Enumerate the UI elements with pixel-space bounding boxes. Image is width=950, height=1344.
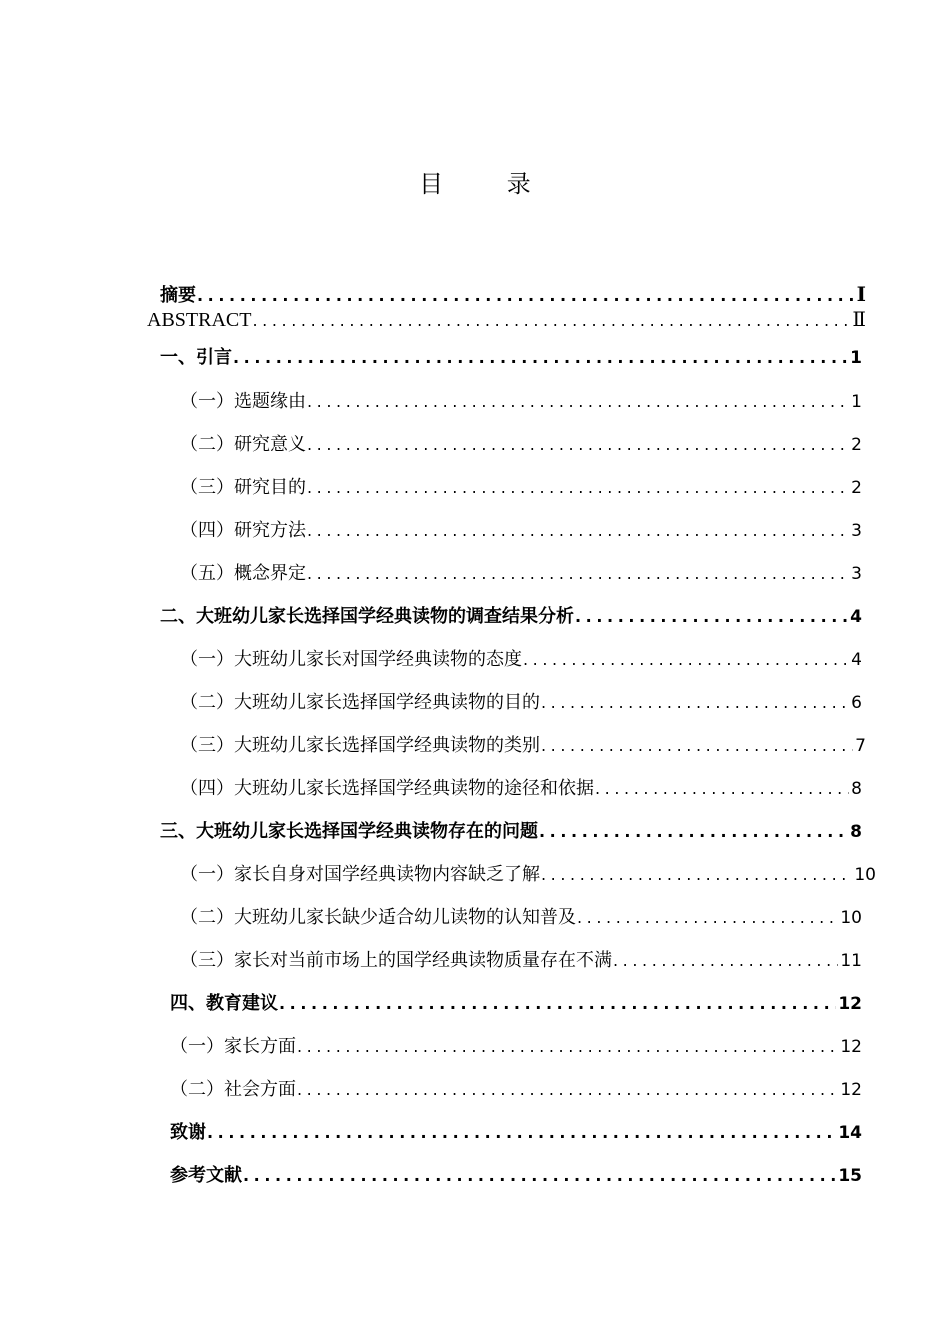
toc-entry-abstract-cn[interactable] [160, 281, 866, 307]
toc-entry-label: （三）家长对当前市场上的国学经典读物质量存在不满 [180, 950, 612, 971]
toc-entry-acknowledgements[interactable] [170, 1120, 862, 1146]
toc-entry-label: 三、大班幼儿家长选择国学经典读物存在的问题 [160, 821, 538, 842]
toc-entry-section-2-1[interactable] [180, 647, 862, 673]
toc-entry-section-4-1[interactable] [170, 1034, 862, 1060]
toc-entry-section-1-2[interactable] [180, 432, 862, 458]
toc-entry-label: 致谢 [170, 1122, 206, 1143]
dot-leader [297, 1034, 838, 1060]
toc-entry-abstract-en[interactable] [147, 306, 866, 332]
toc-entry-page: 12 [838, 994, 862, 1014]
toc-entry-section-1-5[interactable] [180, 561, 862, 587]
toc-entry-section-3-1[interactable] [180, 862, 876, 888]
toc-entry-label: （二）社会方面 [170, 1079, 296, 1100]
dot-leader [307, 475, 849, 501]
toc-entry-section-4-2[interactable] [170, 1077, 862, 1103]
toc-entry-label: 四、教育建议 [170, 993, 278, 1014]
toc-entry-page: 15 [838, 1166, 862, 1186]
toc-entry-page: 2 [851, 478, 862, 498]
toc-entry-section-2-4[interactable] [180, 776, 862, 802]
dot-leader [307, 432, 849, 458]
dot-leader [575, 604, 848, 630]
dot-leader [233, 345, 848, 371]
toc-entry-page: 4 [850, 607, 862, 627]
toc-entry-page: 3 [851, 521, 862, 541]
toc-entry-label: （一）家长方面 [170, 1036, 296, 1057]
toc-entry-page: 11 [840, 951, 862, 971]
toc-entry-section-3-2[interactable] [180, 905, 862, 931]
toc-entry-section-1-4[interactable] [180, 518, 862, 544]
toc-entry-label: 二、大班幼儿家长选择国学经典读物的调查结果分析 [160, 606, 574, 627]
dot-leader [613, 948, 838, 974]
toc-entry-page: 8 [851, 779, 862, 799]
toc-entry-page: Ⅰ [856, 282, 866, 306]
dot-leader [541, 862, 852, 888]
toc-entry-page: 1 [850, 348, 862, 368]
toc-entry-page: 14 [838, 1123, 862, 1143]
toc-entry-label: （三）研究目的 [180, 477, 306, 498]
toc-entry-page: 12 [840, 1080, 862, 1100]
toc-entry-section-2-3[interactable] [180, 733, 866, 759]
dot-leader [577, 905, 838, 931]
toc-entry-section-1[interactable] [160, 345, 862, 371]
toc-entry-section-1-1[interactable] [180, 389, 862, 415]
dot-leader [307, 561, 849, 587]
toc-entry-references[interactable] [170, 1163, 862, 1189]
toc-entry-label: 摘要 [160, 285, 196, 306]
toc-entry-section-4[interactable] [170, 991, 862, 1017]
toc-entry-label: 参考文献 [170, 1165, 242, 1186]
dot-leader [243, 1163, 836, 1189]
toc-entry-page: 6 [851, 693, 862, 713]
toc-entry-section-3-3[interactable] [180, 948, 862, 974]
toc-entry-page: 10 [854, 865, 876, 885]
toc-entry-section-3[interactable] [160, 819, 862, 845]
toc-entry-label: （二）大班幼儿家长缺少适合幼儿读物的认知普及 [180, 907, 576, 928]
dot-leader [279, 991, 836, 1017]
toc-entry-label: （一）家长自身对国学经典读物内容缺乏了解 [180, 864, 540, 885]
dot-leader [541, 733, 853, 759]
toc-entry-page: 3 [851, 564, 862, 584]
dot-leader [539, 819, 848, 845]
toc-title: 目 录 [419, 170, 559, 198]
toc-entry-label: （二）研究意义 [180, 434, 306, 455]
toc-entry-label: （四）大班幼儿家长选择国学经典读物的途径和依据 [180, 778, 594, 799]
toc-entry-page: 2 [851, 435, 862, 455]
toc-entry-label: （一）大班幼儿家长对国学经典读物的态度 [180, 649, 522, 670]
toc-entry-page: 8 [850, 822, 862, 842]
toc-entry-section-1-3[interactable] [180, 475, 862, 501]
dot-leader [252, 308, 850, 334]
toc-entry-label: 一、引言 [160, 347, 232, 368]
toc-entry-label: ABSTRACT [147, 309, 252, 331]
dot-leader [307, 389, 849, 415]
dot-leader [207, 1120, 836, 1146]
toc-entry-label: （五）概念界定 [180, 563, 306, 584]
toc-entry-label: （四）研究方法 [180, 520, 306, 541]
toc-entry-label: （二）大班幼儿家长选择国学经典读物的目的 [180, 692, 540, 713]
toc-entry-page: 10 [840, 908, 862, 928]
dot-leader [297, 1077, 838, 1103]
toc-entry-page: 12 [840, 1037, 862, 1057]
dot-leader [307, 518, 849, 544]
toc-entry-page: 7 [855, 736, 866, 756]
dot-leader [523, 647, 849, 673]
toc-entry-page: 4 [851, 650, 862, 670]
toc-entry-label: （一）选题缘由 [180, 391, 306, 412]
toc-entry-section-2[interactable] [160, 604, 862, 630]
toc-entry-label: （三）大班幼儿家长选择国学经典读物的类别 [180, 735, 540, 756]
dot-leader [541, 690, 849, 716]
toc-entry-page: 1 [851, 392, 862, 412]
toc-entry-section-2-2[interactable] [180, 690, 862, 716]
toc-entry-page: Ⅱ [852, 307, 866, 331]
dot-leader [595, 776, 849, 802]
